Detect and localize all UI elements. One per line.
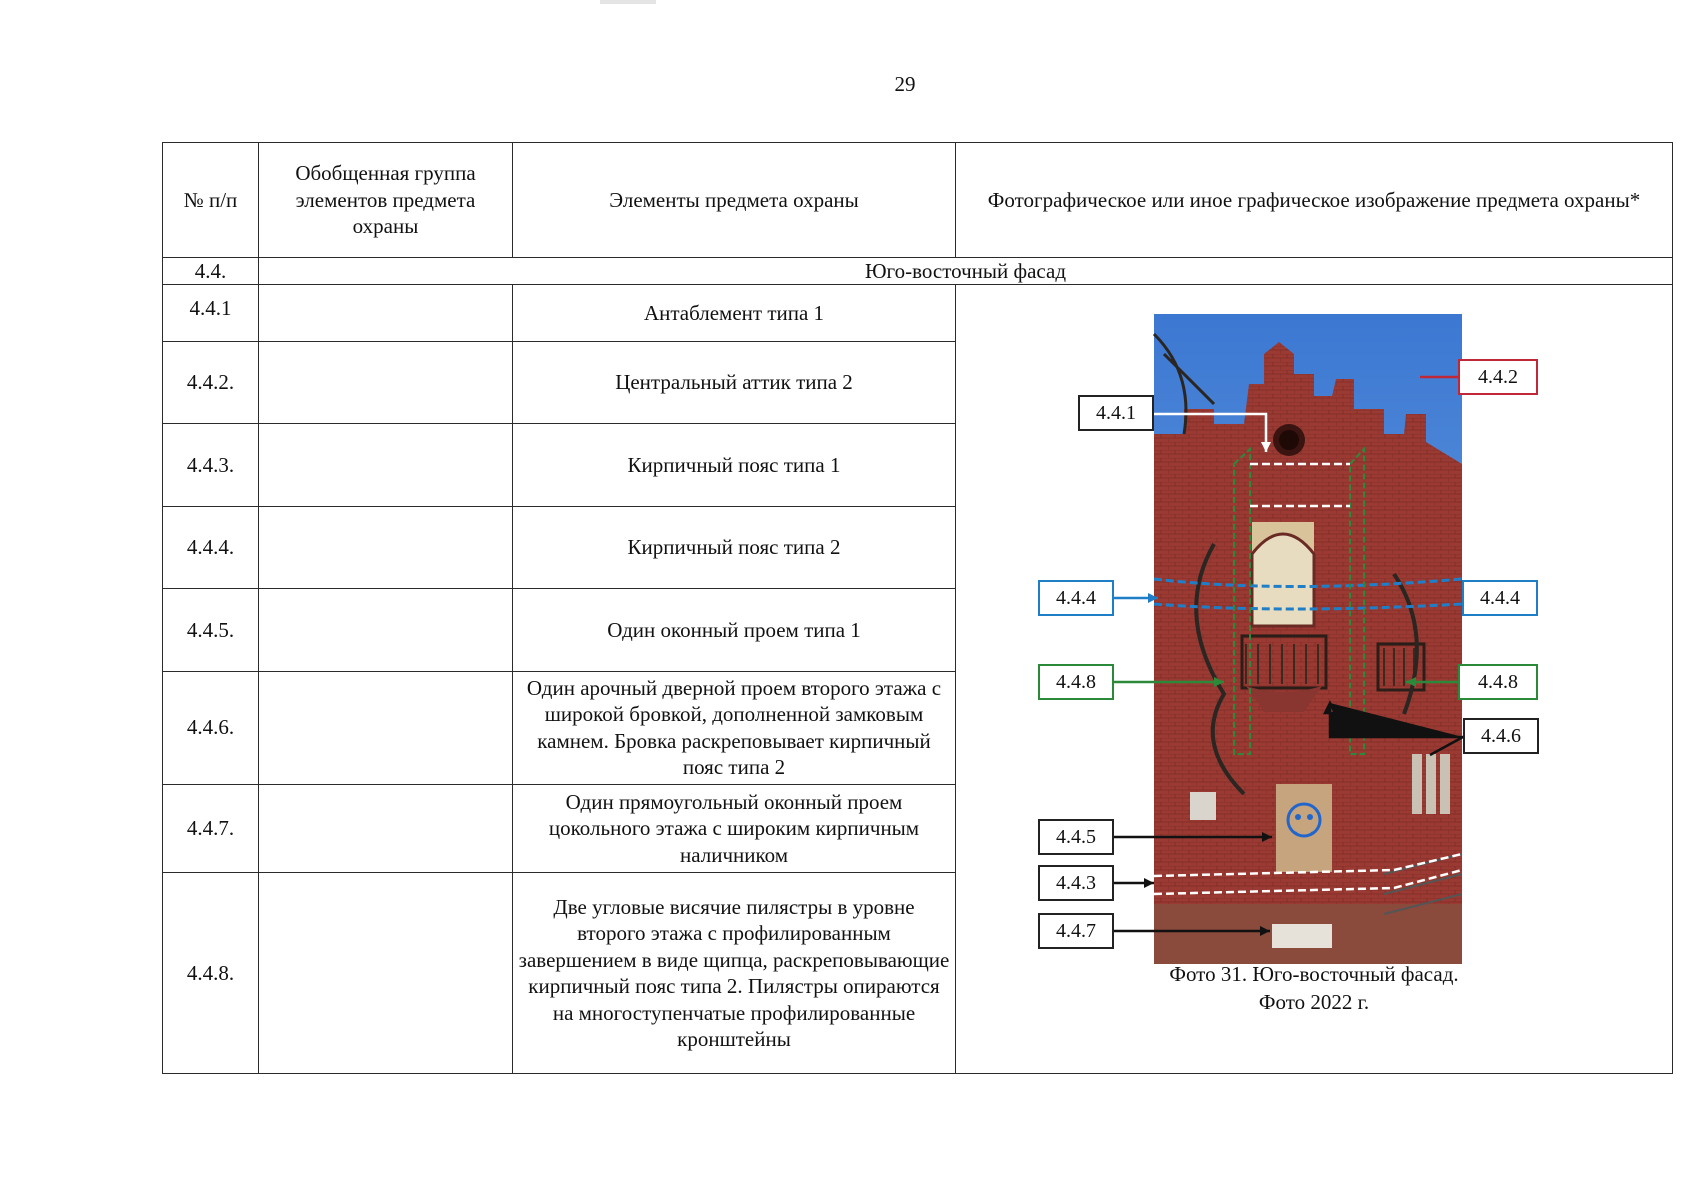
row-num: 4.4.3. [163,424,259,507]
header-elements: Элементы предмета охраны [513,143,956,258]
caption-line-1: Фото 31. Юго-восточный фасад. [1169,962,1459,987]
scan-artifact [600,0,656,4]
section-num: 4.4. [163,258,259,285]
callout-4-4-6: 4.4.6 [1463,718,1539,754]
header-num: № п/п [163,143,259,258]
row-element: Один оконный проем типа 1 [513,589,956,672]
page-number: 29 [894,72,916,96]
row-element: Кирпичный пояс типа 2 [513,506,956,589]
row-group [259,671,513,784]
row-num: 4.4.6. [163,671,259,784]
row-element: Антаблемент типа 1 [513,285,956,341]
photo-caption [960,961,1668,1016]
photo-figure [960,285,1668,1073]
row-group [259,506,513,589]
callout-4-4-4-right: 4.4.4 [1462,580,1538,616]
row-element: Один прямоугольный оконный проем цокольного этажа с широким кирпичным наличником [513,784,956,873]
callout-4-4-8-left: 4.4.8 [1038,664,1114,700]
row-num: 4.4.1 [163,285,259,341]
header-row [163,143,1673,258]
row-num: 4.4.2. [163,341,259,424]
caption-line-2: Фото 2022 г. [1258,989,1370,1014]
callout-4-4-3: 4.4.3 [1038,865,1114,901]
row-element: Две угловые висячие пилястры в уровне второго этажа с профилированным завершением в виде щипца, раскреповывающие кирпичный пояс типа 2. Пилястры опираются на многоступенчатые профилированные кронштейны [513,873,956,1074]
header-photo: Фотографическое или иное графическое изображение предмета охраны* [956,143,1673,258]
row-num: 4.4.7. [163,784,259,873]
row-group [259,285,513,341]
row-group [259,784,513,873]
section-title: Юго-восточный фасад [259,258,1673,285]
callout-4-4-8-right: 4.4.8 [1458,664,1538,700]
callout-4-4-1: 4.4.1 [1078,395,1154,431]
header-group: Обобщенная группа элементов предмета охраны [259,143,513,258]
callout-4-4-4-left: 4.4.4 [1038,580,1114,616]
row-group [259,341,513,424]
callout-4-4-2: 4.4.2 [1458,359,1538,395]
row-num: 4.4.5. [163,589,259,672]
row-element: Центральный аттик типа 2 [513,341,956,424]
row-num: 4.4.8. [163,873,259,1074]
table-row [163,285,1673,341]
photo-cell [956,285,1673,1074]
row-element: Кирпичный пояс типа 1 [513,424,956,507]
row-group [259,589,513,672]
callout-4-4-7: 4.4.7 [1038,913,1114,949]
row-num: 4.4.4. [163,506,259,589]
protection-table [162,142,1673,1074]
section-row [163,258,1673,285]
row-element: Один арочный дверной проем второго этажа с широкой бровкой, дополненной замковым камнем. Бровка раскреповывает кирпичный пояс типа 2 [513,671,956,784]
callout-4-4-5: 4.4.5 [1038,819,1114,855]
row-group [259,873,513,1074]
row-group [259,424,513,507]
